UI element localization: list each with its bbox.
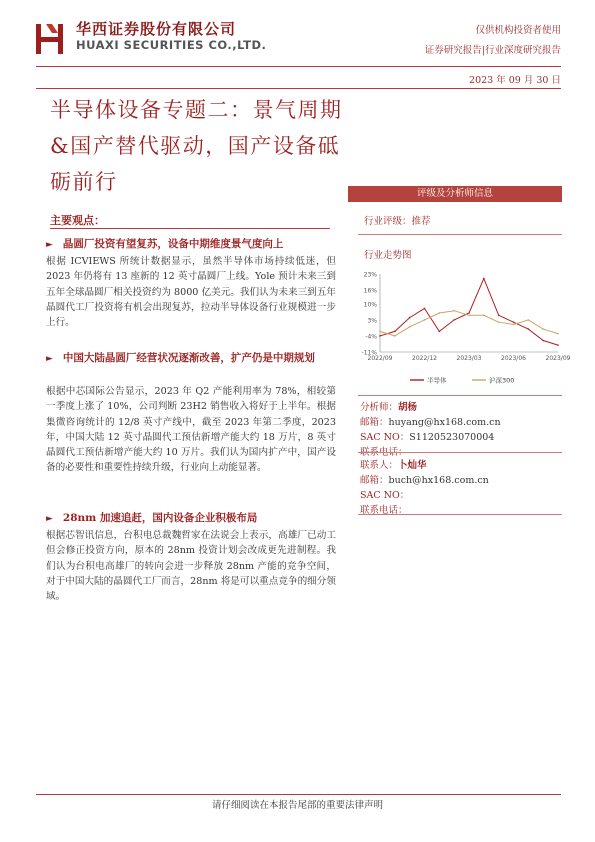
point-3-body: 根据芯智讯信息，台积电总裁魏哲家在法说会上表示，高雄厂已动工但会修正投资方向，原本的 28nm 投资计划会改成更先进制程。我们认为台积电高雄厂的转向会进一步释放 28nm 产能的竞争空间，对于中国大陆的晶圆代工厂而言，28nm 将是可以重点竞争的细分领域。 xyxy=(46,530,336,603)
data-point xyxy=(409,317,411,319)
point-2-heading: ► 中国大陆晶圆厂经营状况逐渐改善，扩产仍是中期规划 xyxy=(46,352,315,364)
data-point xyxy=(439,312,441,314)
contact-name: 卜灿华 xyxy=(398,460,427,471)
header-divider xyxy=(36,66,561,67)
sidebar-divider xyxy=(358,514,562,515)
main-points-divider xyxy=(50,228,330,229)
data-point xyxy=(498,321,500,323)
legend-label: 沪深300 xyxy=(489,376,515,385)
analyst-name: 胡杨 xyxy=(398,402,418,413)
series-line-semiconductor xyxy=(380,279,558,346)
data-point xyxy=(394,335,396,337)
data-point xyxy=(394,331,396,333)
y-tick-label: -4% xyxy=(365,333,377,341)
series-line-hs300 xyxy=(380,311,558,336)
main-points-heading: 主要观点： xyxy=(50,214,105,227)
data-point xyxy=(513,321,515,323)
point-1-body: 根据 ICVIEWS 所统计数据显示，虽然半导体市场持续低迷，但 2023 年仍将有 13 座新的 12 英寸晶圆厂上线。Yole 预计未来三到五年全球晶圆厂相关投资约为 8000 亿美元。我们认为未来三到五年晶圆代工厂投资将有机会出现复苏，拉动半导体设备行业规模进一步上行。 xyxy=(46,256,336,329)
x-tick-label: 2023/06 xyxy=(501,355,526,362)
data-point xyxy=(424,319,426,321)
data-point xyxy=(424,308,426,310)
company-logo-icon xyxy=(36,20,66,56)
data-point xyxy=(409,326,411,328)
legal-disclaimer: 请仔细阅读在本报告尾部的重要法律声明 xyxy=(211,800,383,811)
analyst-sac: S1120523070004 xyxy=(409,432,495,443)
data-point xyxy=(542,340,544,342)
industry-trend-chart xyxy=(354,266,571,392)
data-point xyxy=(379,335,381,337)
data-point xyxy=(468,312,470,314)
industry-rating: 行业评级：推荐 xyxy=(364,216,431,227)
x-tick-label: 2023/09 xyxy=(545,355,571,362)
data-point xyxy=(483,314,485,316)
y-tick-label: 23% xyxy=(363,271,377,279)
data-point xyxy=(528,328,530,330)
report-date: 2023 年 09 月 30 日 xyxy=(469,75,561,86)
y-tick-label: 16% xyxy=(363,287,377,295)
logo-company-name-cn: 华西证券股份有限公司 xyxy=(76,20,237,38)
sidebar-divider xyxy=(358,234,562,235)
data-point xyxy=(557,333,559,335)
trend-chart-label: 行业走势图 xyxy=(364,250,412,261)
data-point xyxy=(379,331,381,333)
rating-value: 推荐 xyxy=(411,216,431,227)
sidebar-divider xyxy=(358,452,562,453)
data-point xyxy=(557,344,559,346)
header-divider-2 xyxy=(36,88,561,89)
point-2-body: 根据中芯国际公告显示，2023 年 Q2 产能利用率为 78%，相较第一季度上涨了 10%，公司判断 23H2 销售收入将好于上半年。根据集微咨询统计的 12/8 英寸产线中，截至 2023 年第二季度，2023 年，中国大陆 12 英寸晶圆代工预估新增产能大约 18 万片，8 英寸晶圆代工预估新增产能大约 10 万片。我们认为国内扩产中，国产设备的必要性和重要性持续升级，行业向上动能显著。 xyxy=(46,386,336,474)
data-point xyxy=(513,324,515,326)
report-type: 证券研究报告|行业深度研究报告 xyxy=(424,45,561,56)
point-1-heading: ► 晶圆厂投资有望复苏，设备中期维度景气度向上 xyxy=(46,238,284,250)
bullet-triangle-icon: ► xyxy=(46,354,53,364)
data-point xyxy=(542,328,544,330)
contact-email: buch@hx168.com.cn xyxy=(388,475,489,486)
bullet-triangle-icon: ► xyxy=(46,240,53,250)
data-point xyxy=(483,278,485,280)
data-point xyxy=(498,314,500,316)
analyst-block-2: 联系人：卜灿华 邮箱：buch@hx168.com.cn SAC NO： 联系电话： xyxy=(360,460,489,516)
y-tick-label: -11% xyxy=(361,349,377,357)
audience-note: 仅供机构投资者使用 xyxy=(475,25,561,36)
data-point xyxy=(453,310,455,312)
x-tick-label: 2023/03 xyxy=(456,355,482,362)
analyst-email: huyang@hx168.com.cn xyxy=(388,417,501,428)
data-point xyxy=(453,319,455,321)
legend-label: 半导体 xyxy=(427,376,447,385)
y-tick-label: 3% xyxy=(367,317,377,325)
bullet-triangle-icon: ► xyxy=(46,514,53,524)
y-tick-label: 10% xyxy=(363,301,377,309)
footer-divider xyxy=(36,794,561,795)
x-tick-label: 2022/12 xyxy=(412,355,437,362)
logo-company-name-en: HUAXI SECURITIES CO.,LTD. xyxy=(76,38,267,52)
data-point xyxy=(439,331,441,333)
rating-box-title: 评级及分析师信息 xyxy=(348,186,562,202)
data-point xyxy=(468,314,470,316)
analyst-block-1: 分析师：胡杨 邮箱：huyang@hx168.com.cn SAC NO：S1120523070004 联系电话： xyxy=(360,402,501,458)
x-tick-label: 2022/09 xyxy=(367,355,393,362)
data-point xyxy=(528,319,530,321)
point-3-heading: ► 28nm 加速追赶，国内设备企业积极布局 xyxy=(46,512,258,524)
sidebar-divider xyxy=(358,395,562,396)
report-title: 半导体设备专题二：景气周期&国产替代驱动，国产设备砥砺前行 xyxy=(50,98,343,194)
